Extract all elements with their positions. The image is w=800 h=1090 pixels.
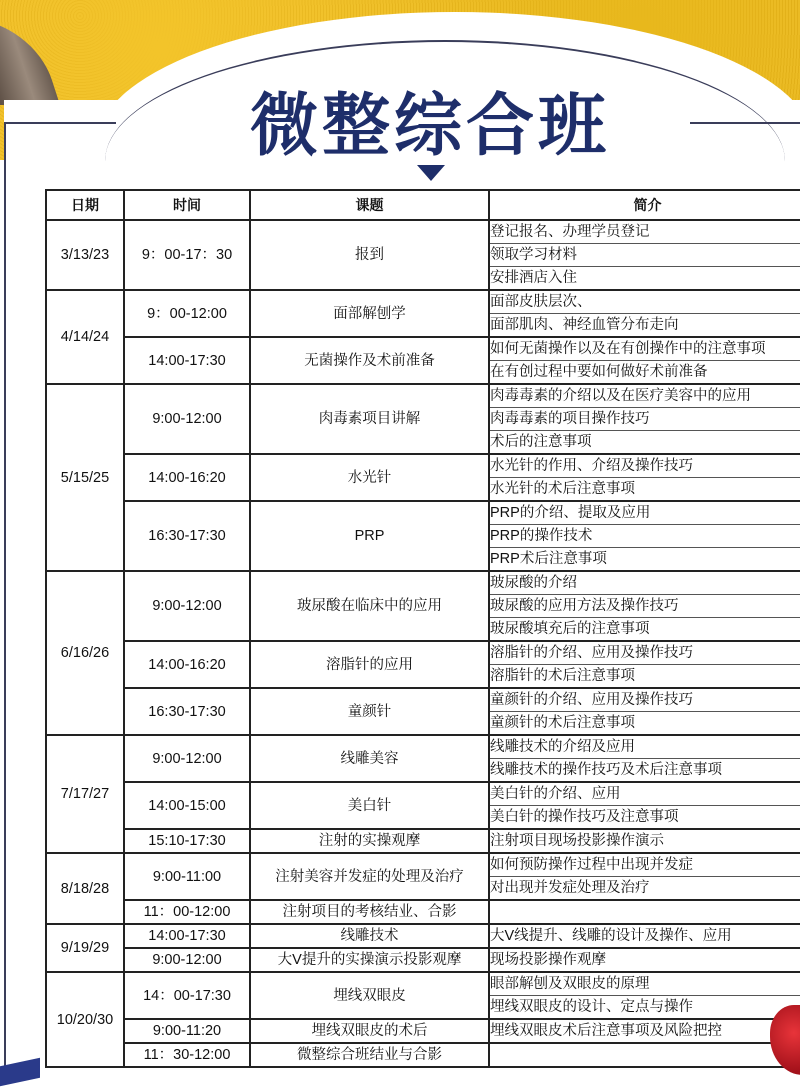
description-line: 线雕技术的操作技巧及术后注意事项: [490, 762, 722, 778]
description-line: 埋线双眼皮的设计、定点与操作: [490, 999, 693, 1015]
description-line: 如何无菌操作以及在有创操作中的注意事项: [490, 338, 800, 361]
description-line: 溶脂针的介绍、应用及操作技巧: [490, 642, 800, 665]
table-row: [46, 782, 800, 829]
table-row: [46, 829, 800, 853]
topic-cell: 注射的实操观摩: [250, 829, 489, 853]
table-row: [46, 337, 800, 384]
description-line: PRP的操作技术: [490, 525, 800, 548]
topic-cell: 肉毒素项目讲解: [250, 384, 489, 454]
description-cell: [489, 735, 800, 782]
date-cell: 9/19/29: [46, 924, 124, 972]
date-cell: 3/13/23: [46, 220, 124, 290]
date-cell: 5/15/25: [46, 384, 124, 571]
time-cell: 9：00-17：30: [124, 220, 250, 290]
page-title: 微整综合班: [249, 87, 610, 166]
time-cell: 16:30-17:30: [124, 688, 250, 735]
table-row: [46, 948, 800, 972]
description-cell: [489, 829, 800, 853]
topic-cell: 面部解刨学: [250, 290, 489, 337]
description-cell: [489, 501, 800, 571]
topic-cell: 童颜针: [250, 688, 489, 735]
description-cell: [489, 384, 800, 454]
time-cell: 16:30-17:30: [124, 501, 250, 571]
description-line: 面部皮肤层次、: [490, 291, 800, 314]
description-cell: [489, 220, 800, 290]
topic-cell: 美白针: [250, 782, 489, 829]
description-line: 登记报名、办理学员登记: [490, 221, 800, 244]
topic-cell: 微整综合班结业与合影: [250, 1043, 489, 1067]
topic-cell: 溶脂针的应用: [250, 641, 489, 688]
topic-cell: 报到: [250, 220, 489, 290]
description-line: 线雕技术的介绍及应用: [490, 736, 800, 759]
table-row: [46, 290, 800, 337]
time-cell: 14:00-15:00: [124, 782, 250, 829]
table-row: [46, 454, 800, 501]
date-cell: 7/17/27: [46, 735, 124, 853]
description-line: 眼部解刨及双眼皮的原理: [490, 973, 800, 996]
description-line: 水光针的术后注意事项: [490, 481, 635, 497]
time-cell: 14：00-17:30: [124, 972, 250, 1019]
table-row: [46, 641, 800, 688]
table-row: [46, 1043, 800, 1067]
description-line: 玻尿酸填充后的注意事项: [490, 621, 650, 637]
description-line: 埋线双眼皮术后注意事项及风险把控: [490, 1023, 722, 1039]
description-line: 玻尿酸的介绍: [490, 572, 800, 595]
description-line: 童颜针的介绍、应用及操作技巧: [490, 689, 800, 712]
description-line: 注射项目现场投影操作演示: [490, 833, 664, 849]
date-cell: 8/18/28: [46, 853, 124, 924]
time-cell: 14:00-17:30: [124, 337, 250, 384]
topic-cell: 注射美容并发症的处理及治疗: [250, 853, 489, 900]
description-cell: [489, 641, 800, 688]
date-cell: 6/16/26: [46, 571, 124, 735]
description-line: 溶脂针的术后注意事项: [490, 668, 635, 684]
topic-cell: 水光针: [250, 454, 489, 501]
topic-cell: 大V提升的实操演示投影观摩: [250, 948, 489, 972]
time-cell: 11：30-12:00: [124, 1043, 250, 1067]
description-line: 对出现并发症处理及治疗: [490, 880, 650, 896]
description-line: 大V线提升、线雕的设计及操作、应用: [490, 928, 732, 944]
table-row: [46, 220, 800, 290]
description-line: 在有创过程中要如何做好术前准备: [490, 364, 708, 380]
description-cell: [489, 972, 800, 1019]
table-header-row: [46, 190, 800, 220]
time-cell: 9：00-12:00: [124, 290, 250, 337]
description-cell: [489, 337, 800, 384]
topic-cell: 线雕美容: [250, 735, 489, 782]
topic-cell: 玻尿酸在临床中的应用: [250, 571, 489, 641]
description-line: 美白针的介绍、应用: [490, 783, 800, 806]
description-cell: [489, 948, 800, 972]
time-cell: 14:00-17:30: [124, 924, 250, 948]
time-cell: 9:00-12:00: [124, 571, 250, 641]
table-row: [46, 1019, 800, 1043]
description-line: 面部肌肉、神经血管分布走向: [490, 317, 679, 333]
description-line: 童颜针的术后注意事项: [490, 715, 635, 731]
table-row: [46, 900, 800, 924]
time-cell: 9:00-11:20: [124, 1019, 250, 1043]
table-row: [46, 688, 800, 735]
triangle-down-icon: [417, 165, 445, 181]
description-cell: [489, 924, 800, 948]
description-line: 玻尿酸的应用方法及操作技巧: [490, 595, 800, 618]
description-line: 如何预防操作过程中出现并发症: [490, 854, 800, 877]
table-row: [46, 924, 800, 948]
topic-cell: 埋线双眼皮的术后: [250, 1019, 489, 1043]
description-cell: [489, 290, 800, 337]
topic-cell: 无菌操作及术前准备: [250, 337, 489, 384]
description-line: 术后的注意事项: [490, 434, 592, 450]
description-line: 水光针的作用、介绍及操作技巧: [490, 455, 800, 478]
table-row: [46, 384, 800, 454]
schedule-body: [46, 220, 800, 1067]
description-line: 肉毒毒素的项目操作技巧: [490, 408, 800, 431]
description-line: [490, 901, 800, 923]
schedule-table: [45, 189, 800, 1068]
description-cell: [489, 1019, 800, 1043]
time-cell: 14:00-16:20: [124, 454, 250, 501]
column-header-topic: 课题: [250, 190, 489, 220]
date-cell: 10/20/30: [46, 972, 124, 1067]
time-cell: 9:00-11:00: [124, 853, 250, 900]
topic-cell: 埋线双眼皮: [250, 972, 489, 1019]
description-cell: [489, 688, 800, 735]
description-line: 安排酒店入住: [490, 270, 577, 286]
column-header-date: 日期: [46, 190, 124, 220]
time-cell: 9:00-12:00: [124, 948, 250, 972]
time-cell: 11：00-12:00: [124, 900, 250, 924]
topic-cell: PRP: [250, 501, 489, 571]
description-line: PRP的介绍、提取及应用: [490, 502, 800, 525]
description-line: PRP术后注意事项: [490, 551, 607, 567]
table-row: [46, 735, 800, 782]
description-cell: [489, 571, 800, 641]
table-row: [46, 501, 800, 571]
column-header-description: 简介: [489, 190, 800, 220]
topic-cell: 注射项目的考核结业、合影: [250, 900, 489, 924]
description-line: 肉毒毒素的介绍以及在医疗美容中的应用: [490, 385, 800, 408]
description-cell: [489, 900, 800, 924]
table-row: [46, 571, 800, 641]
time-cell: 15:10-17:30: [124, 829, 250, 853]
description-cell: [489, 1043, 800, 1067]
topic-cell: 线雕技术: [250, 924, 489, 948]
table-row: [46, 972, 800, 1019]
column-header-time: 时间: [124, 190, 250, 220]
description-line: 领取学习材料: [490, 244, 800, 267]
date-cell: 4/14/24: [46, 290, 124, 384]
time-cell: 9:00-12:00: [124, 384, 250, 454]
table-row: [46, 853, 800, 900]
description-cell: [489, 454, 800, 501]
description-cell: [489, 853, 800, 900]
description-line: 现场投影操作观摩: [490, 952, 606, 968]
time-cell: 14:00-16:20: [124, 641, 250, 688]
description-cell: [489, 782, 800, 829]
time-cell: 9:00-12:00: [124, 735, 250, 782]
description-line: [490, 1044, 800, 1066]
description-line: 美白针的操作技巧及注意事项: [490, 809, 679, 825]
